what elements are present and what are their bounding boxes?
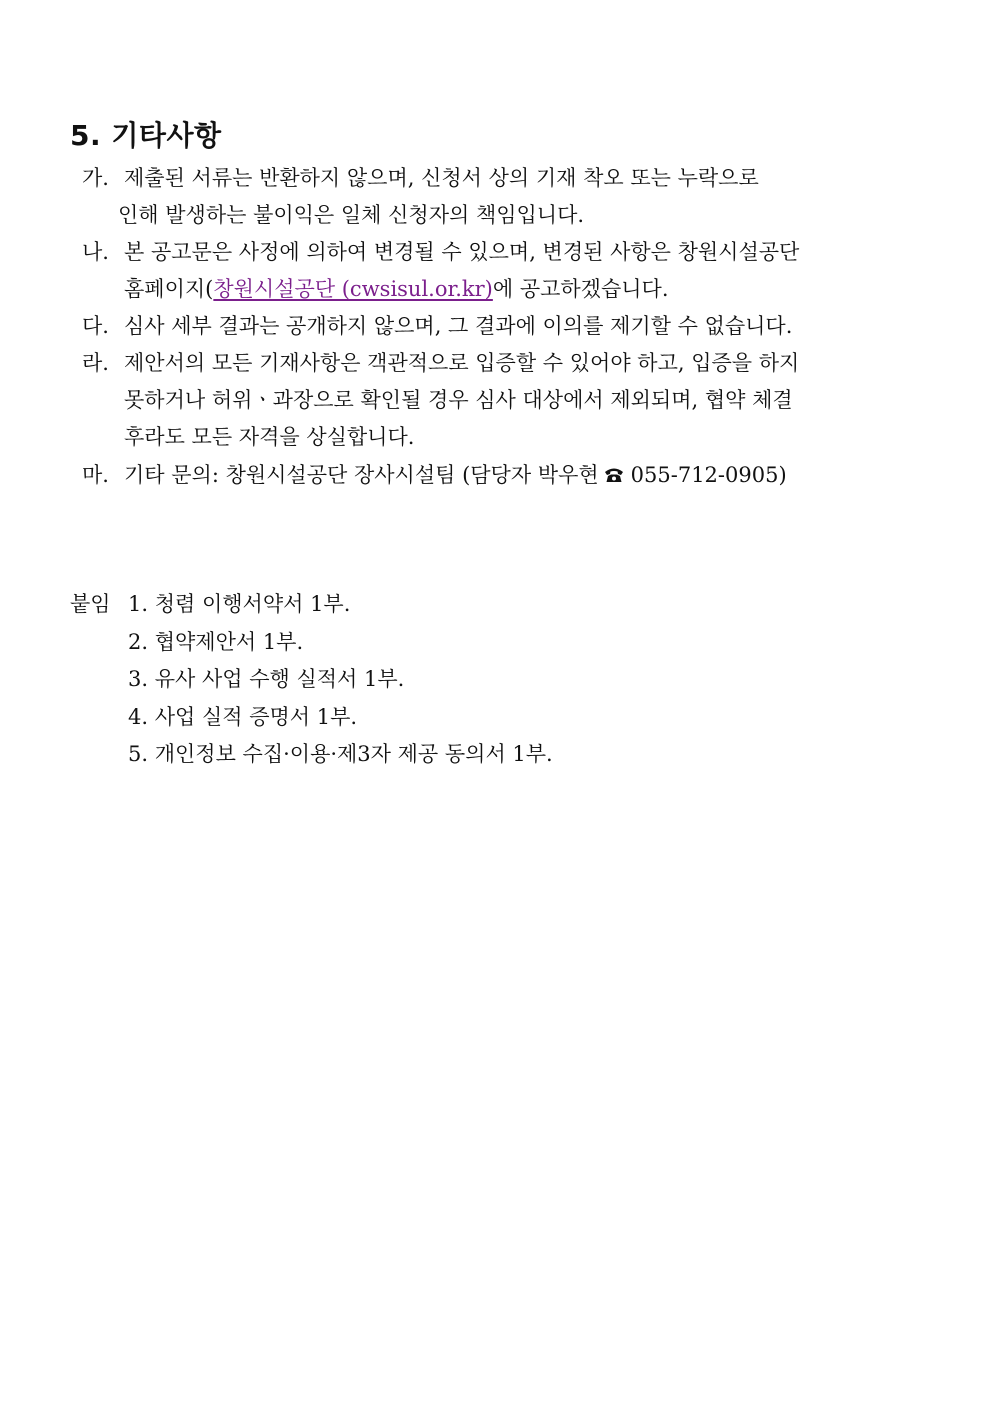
item-line: 제안서의 모든 기재사항은 객관적으로 입증할 수 있어야 하고, 입증을 하지 — [124, 351, 800, 375]
homepage-link[interactable]: 창원시설공단 (cwsisul.or.kr) — [213, 277, 493, 301]
item-line: 제출된 서류는 반환하지 않으며, 신청서 상의 기재 착오 또는 누락으로 — [124, 166, 759, 190]
attachments-label: 붙임 — [70, 592, 111, 616]
item-marker: 라. — [82, 351, 109, 375]
attachment-item: 1. 청렴 이행서약서 1부. — [128, 592, 351, 616]
item-marker: 가. — [82, 166, 109, 190]
link-prefix: 홈페이지( — [124, 277, 214, 301]
item-line-with-link — [82, 271, 924, 308]
contact-text: 기타 문의: 창원시설공단 장사시설팀 (담당자 박우현 — [124, 463, 599, 487]
item-line: 못하거나 허위ㆍ과장으로 확인될 경우 심사 대상에서 제외되며, 협약 체결 — [124, 388, 793, 412]
telephone-icon — [603, 459, 625, 477]
notice-item-ra — [82, 345, 924, 456]
attachment-item: 5. 개인정보 수집·이용·제3자 제공 동의서 1부. — [128, 742, 553, 766]
attachment-item: 2. 협약제안서 1부. — [128, 629, 304, 654]
item-line: 심사 세부 결과는 공개하지 않으며, 그 결과에 이의를 제기할 수 없습니다. — [124, 314, 793, 338]
attachment-item: 4. 사업 실적 증명서 1부. — [128, 704, 358, 729]
phone-number: 055-712-0905) — [630, 463, 787, 487]
notice-item-ga — [82, 160, 924, 234]
item-marker: 마. — [82, 463, 109, 487]
notice-item-da — [82, 308, 924, 345]
link-suffix: 에 공고하겠습니다. — [492, 277, 669, 301]
item-marker: 다. — [82, 314, 109, 338]
notice-item-ma — [82, 457, 924, 494]
section-title: 5. 기타사항 — [70, 119, 222, 152]
item-line: 본 공고문은 사정에 의하여 변경될 수 있으며, 변경된 사항은 창원시설공단 — [124, 240, 800, 264]
attachment-list — [128, 586, 553, 774]
item-line: 후라도 모든 자격을 상실합니다. — [124, 425, 415, 449]
notice-item-na — [82, 234, 924, 308]
contact-line — [82, 457, 924, 494]
item-marker: 나. — [82, 240, 109, 264]
item-line: 인해 발생하는 불이익은 일체 신청자의 책임입니다. — [118, 203, 585, 227]
attachment-item: 3. 유사 사업 수행 실적서 1부. — [128, 667, 405, 691]
